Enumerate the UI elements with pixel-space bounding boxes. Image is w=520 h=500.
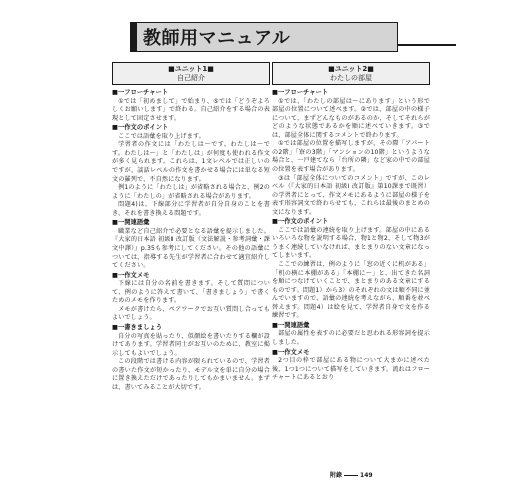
section-heading: ■一書きましょう [112, 323, 163, 331]
paragraph: ①では、「わたしの部屋は～にあります」という形で部屋の位置について述べます。②では、部屋の中の様子について、まずどんなものがあるのか、そしてそれらがどのような状態であるかを順に述べていきます。③では、部屋全体に関するコメントで終わります。 [272, 97, 430, 139]
section-heading: ■一フローチャート [112, 89, 169, 96]
section-heading: ■一フローチャート [272, 89, 329, 96]
unit-1-header [112, 62, 270, 85]
page-number: 149 [360, 472, 373, 479]
unit-1-name: 自己紹介 [177, 74, 205, 82]
paragraph: メモが書けたら、ペアワークでお互い質問し合ってもよいでしょう。 [112, 305, 270, 322]
paragraph: ③は「部屋全体についてのコメント」ですが、このレベル（『大家的日本語 初級Ⅰ 改訂版』第10課まで既習）の学習者にとって、作文メモにあるように部屋の様子を表す形容詞文で終わらせても、これらは最後のまとめの文になります。 [272, 174, 430, 216]
paragraph: この段階では書ける内容が限られているので、学習者の書いた作文が短かったり、モデル文を単に自分の場合に置き換えただけであったりしてもかまいません。まずは、書いてみることが大切です。 [112, 358, 270, 391]
unit-2-body [272, 89, 430, 383]
page-title: 教師用マニュアル [143, 28, 291, 49]
title-rule [398, 44, 456, 46]
unit-1-body [112, 89, 270, 392]
unit-1-label: ■ユニット1■ [168, 65, 214, 73]
paragraph: 職業など自己紹介で必要となる語彙を提示しました。『大家的日本語 初級Ⅱ 改訂版（文法解説・参考詞彙・課文中譯）』p.35も参考にしてください。その他の語彙については、指導する先生が学習者に合わせて適宜紹介してください。 [112, 227, 270, 270]
unit-2-name: わたしの部屋 [330, 74, 372, 82]
paragraph: ここでは語彙を取り上げます。 [118, 132, 206, 140]
section-heading: ■一作文のポイント [272, 218, 329, 226]
section-heading: ■一作文メモ [272, 348, 310, 356]
paragraph: 部屋の属性を表すのに必要だと思われる形容詞を提示しました。 [272, 330, 430, 346]
paragraph: ここでは語彙の連続を取り上げます。部屋の中にあるいろいろな物を説明する場合、物1と物2、そして物3がうまく連続していなければ、まとまりのない文章になってしまいます。 [272, 226, 430, 260]
footer-label: 附錄 [330, 472, 343, 479]
page-footer [330, 470, 373, 479]
paragraph: 例1のように「わたしは」が省略される場合と、例2のように「わたしの」が省略される場合があります。 [112, 184, 270, 200]
paragraph: ①では部屋の位置を描写しますが、その際「アパートの2階」「寮の3階」「マンションの10階」というような場合と、一戸建てなら「台所の隣」など家の中での部屋の位置を表す場合があります。 [272, 140, 430, 173]
unit-2-label: ■ユニット2■ [328, 65, 374, 73]
paragraph: 下線には自分の名前を書きます。そして質問について、例のように答えて書いて、「書きましょう」で書くためのメモを作ります。 [112, 280, 270, 305]
paragraph: ①では「初めまして」で始まり、⑤では「どうぞよろしくお願いします」で終わる。自己紹介をする場合の表現として固定させます。 [112, 97, 270, 122]
page-title-banner [130, 22, 398, 52]
section-heading: ■一作文のポイント [112, 124, 169, 132]
left-column [112, 62, 270, 392]
paragraph: ここでの練習は、例のように「窓の近くに机がある」「机の横に本棚がある」「本棚に～」と、出てきた名詞を順につなげていくことで、まとまりのある文章にするものです。問題1）から3）のそれぞれの文は順不同に並んでいますので、語彙の連続を考えながら、順番を並べ替えます。問題4）は絵を見て、学習者自身で文を作る練習です。 [272, 261, 430, 320]
section-heading: ■一作文メモ [112, 271, 150, 279]
section-heading: ■一関連語彙 [112, 219, 150, 227]
unit-2-header [272, 62, 430, 85]
paragraph: 自分の写真を貼ったり、似顔絵を書いたりする欄が設けてあります。学習者同士がお互いのために、教室に掲示してもよいでしょう。 [112, 332, 270, 357]
paragraph: 学習者の作文には「わたしは～です。わたしは～です。わたしは～」と「わたしは」が何度も使われる作文が多く見られます。これらは、1文レベルでは正しいのですが、談話レベルの作文を書かせる場合には単なる短文の羅列で、不自然になります。 [112, 141, 270, 183]
section-heading: ■一関連語彙 [272, 321, 310, 329]
paragraph: 問題4)は、下線部分に学習者が自分自身のことを書き、それを書き換える問題です。 [112, 201, 270, 217]
paragraph: 2つ目の枠で部屋にある物について大まかに述べた後、1つ1つについて描写をしていきます。流れはフローチャートにあるとおり [272, 357, 430, 382]
right-column [272, 62, 430, 383]
